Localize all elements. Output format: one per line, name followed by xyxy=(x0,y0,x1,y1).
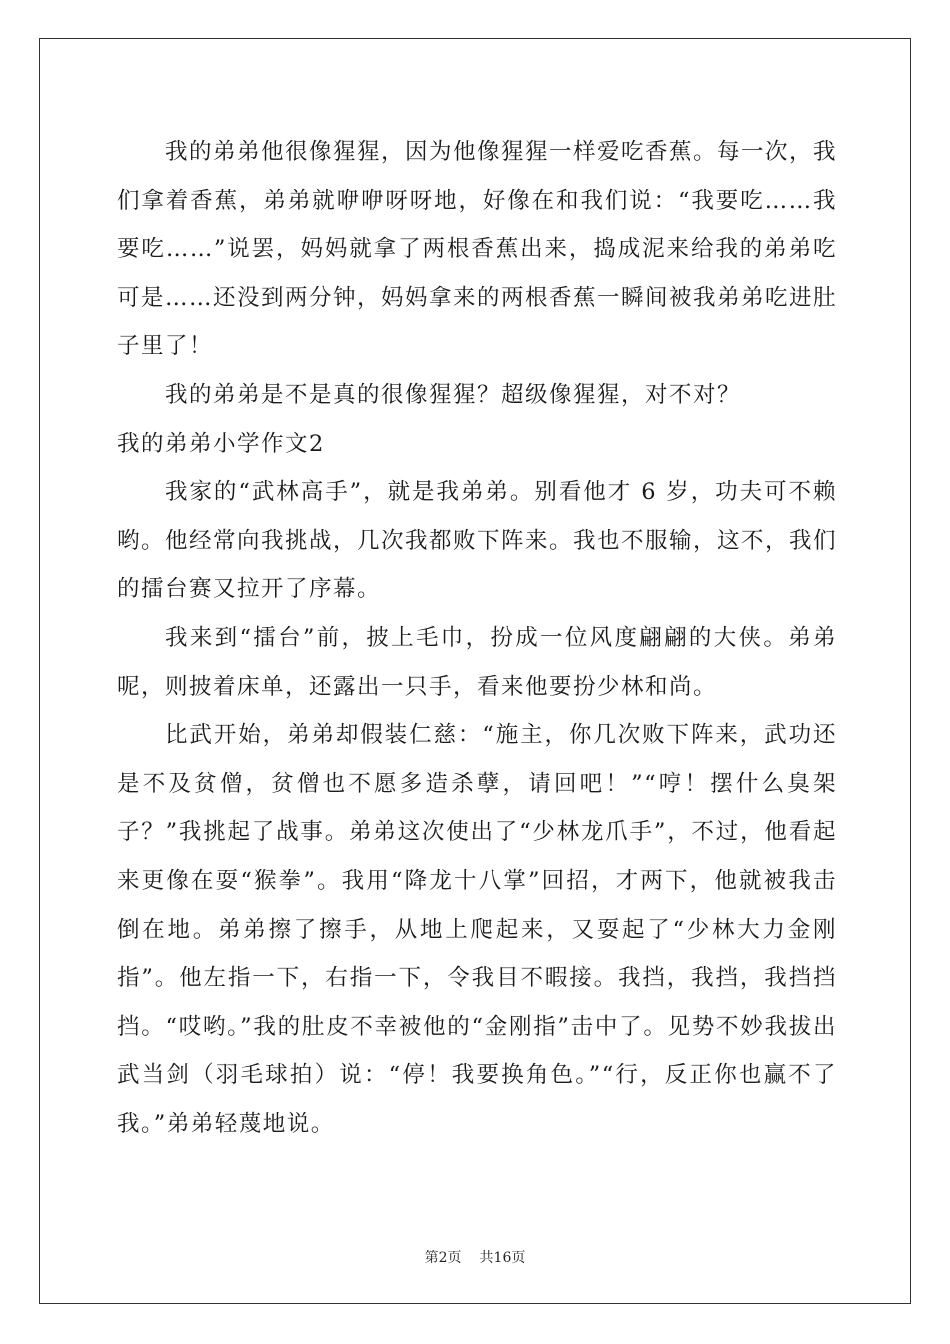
paragraph: 我的弟弟是不是真的很像猩猩？超级像猩猩，对不对？ xyxy=(165,381,742,408)
paragraph: 比武开始，弟弟却假装仁慈：“施主，你几次败下阵来，武功还是不及贫僧，贫僧也不愿多造杀孽，请回吧！”“哼！摆什么臭架子？”我挑起了战事。弟弟这次使出了“少林龙爪手”，不过，他看起来更像在耍“猴拳”。我用“降龙十八掌”回招，才两下，他就被我击倒在地。弟弟擦了擦手，从地上爬起来，又耍起了“少林大力金刚指”。他左指一下，右指一下，令我目不暇接。我挡，我挡，我挡挡挡。“哎哟。”我的肚皮不幸被他的“金刚指”击中了。见势不妙我拔出武当剑（羽毛球拍）说：“停！我要换角色。”“行，反正你也赢不了我。”弟弟轻蔑地说。 xyxy=(117,722,837,1137)
paragraph: 我家的“武林高手”，就是我弟弟。别看他才 6 岁，功夫可不赖哟。他经常向我挑战，几次我都败下阵来。我也不服输，这不，我们的擂台赛又拉开了序幕。 xyxy=(117,479,838,603)
page-footer xyxy=(0,1248,950,1268)
page-number: 第2页 xyxy=(424,1250,462,1266)
paragraph: 我的弟弟他很像猩猩，因为他像猩猩一样爱吃香蕉。每一次，我们拿着香蕉，弟弟就咿咿呀呀地，好像在和我们说：“我要吃……我要吃……”说罢，妈妈就拿了两根香蕉出来，捣成泥来给我的弟弟吃可是……还没到两分钟，妈妈拿来的两根香蕉一瞬间被我弟弟吃进肚子里了！ xyxy=(117,139,838,360)
paragraph: 我来到“擂台”前，披上毛巾，扮成一位风度翩翩的大侠。弟弟呢，则披着床单，还露出一只手，看来他要扮少林和尚。 xyxy=(117,624,837,700)
section-title: 我的弟弟小学作文2 xyxy=(117,430,325,457)
page-total: 共16页 xyxy=(479,1250,526,1266)
document-body xyxy=(117,128,837,1148)
